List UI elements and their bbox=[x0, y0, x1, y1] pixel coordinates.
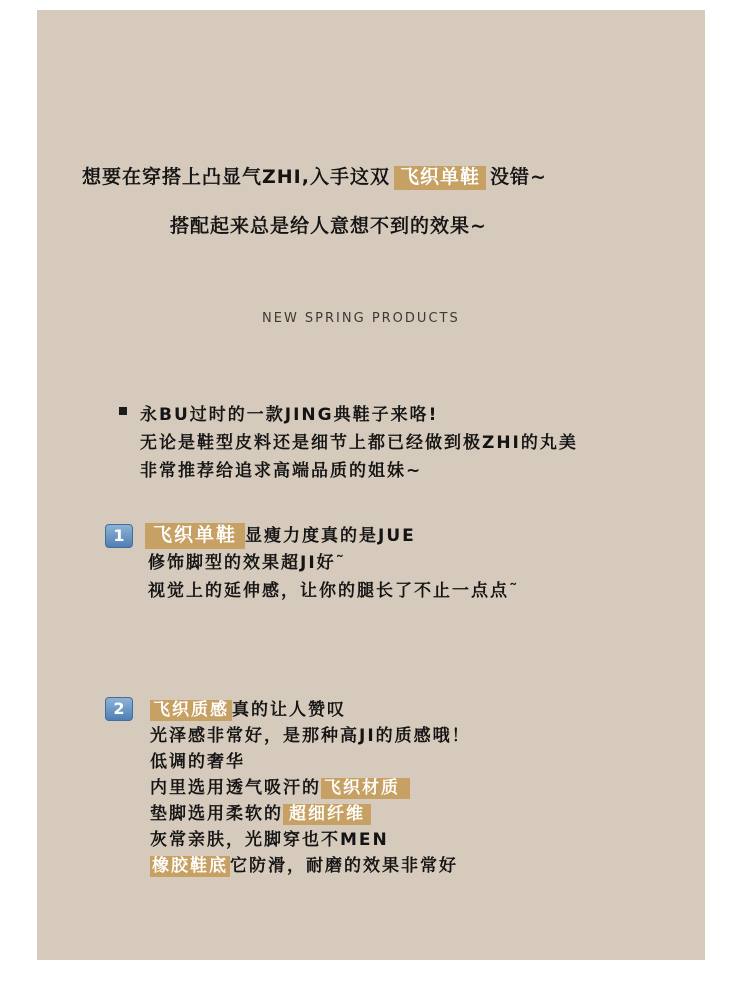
section1-line-3: 视觉上的延伸感，让你的腿长了不止一点点˜ bbox=[148, 581, 520, 601]
section2-line-4-text: 内里选用透气吸汗的 bbox=[150, 778, 321, 798]
bullet-square-icon bbox=[119, 407, 127, 415]
section2-highlight-1: 飞织质感 bbox=[150, 700, 232, 721]
intro-line-1-tail: 没错~ bbox=[489, 166, 547, 188]
number-1-icon: 1 bbox=[105, 524, 133, 548]
section2-line-7-tail: 它防滑，耐磨的效果非常好 bbox=[230, 856, 458, 876]
section2-highlight-4: 橡胶鞋底 bbox=[152, 856, 228, 876]
section1-line-1 bbox=[145, 521, 416, 549]
section2-line-5 bbox=[150, 799, 371, 825]
number-2-icon: 2 bbox=[105, 697, 133, 721]
section0-line-1: 永BU过时的一款JING典鞋子来咯! bbox=[140, 405, 439, 425]
section2-line-1-tail: 真的让人赞叹 bbox=[232, 700, 346, 720]
intro-line-1-text: 想要在穿搭上凸显气ZHI,入手这双 bbox=[82, 166, 390, 188]
section2-line-2: 光泽感非常好，是那种高JI的质感哦！ bbox=[150, 726, 471, 746]
intro-line-1 bbox=[82, 162, 547, 190]
intro-highlight: 飞织单鞋 bbox=[394, 166, 486, 190]
section2-highlight-3: 超细纤维 bbox=[283, 804, 371, 825]
section2-line-5-text: 垫脚选用柔软的 bbox=[150, 804, 283, 824]
section0-line-2: 无论是鞋型皮料还是细节上都已经做到极ZHI的丸美 bbox=[140, 433, 578, 453]
section2-line-3: 低调的奢华 bbox=[150, 752, 245, 772]
section2-highlight-2: 飞织材质 bbox=[321, 778, 410, 799]
section2-line-4 bbox=[150, 773, 410, 799]
intro-line-2: 搭配起来总是给人意想不到的效果~ bbox=[170, 215, 487, 237]
section0-line-3: 非常推荐给追求高端品质的姐妹~ bbox=[140, 461, 423, 481]
section1-highlight: 飞织单鞋 bbox=[145, 523, 245, 549]
content-card bbox=[37, 10, 705, 960]
section1-line-2: 修饰脚型的效果超JI好˜ bbox=[148, 553, 347, 573]
section2-line-1 bbox=[150, 695, 346, 721]
subtitle: NEW SPRING PRODUCTS bbox=[262, 311, 460, 326]
section1-line-1-tail: 显瘦力度真的是JUE bbox=[245, 526, 416, 546]
section2-line-7 bbox=[150, 851, 458, 877]
section2-line-6: 灰常亲肤，光脚穿也不MEN bbox=[150, 830, 389, 850]
